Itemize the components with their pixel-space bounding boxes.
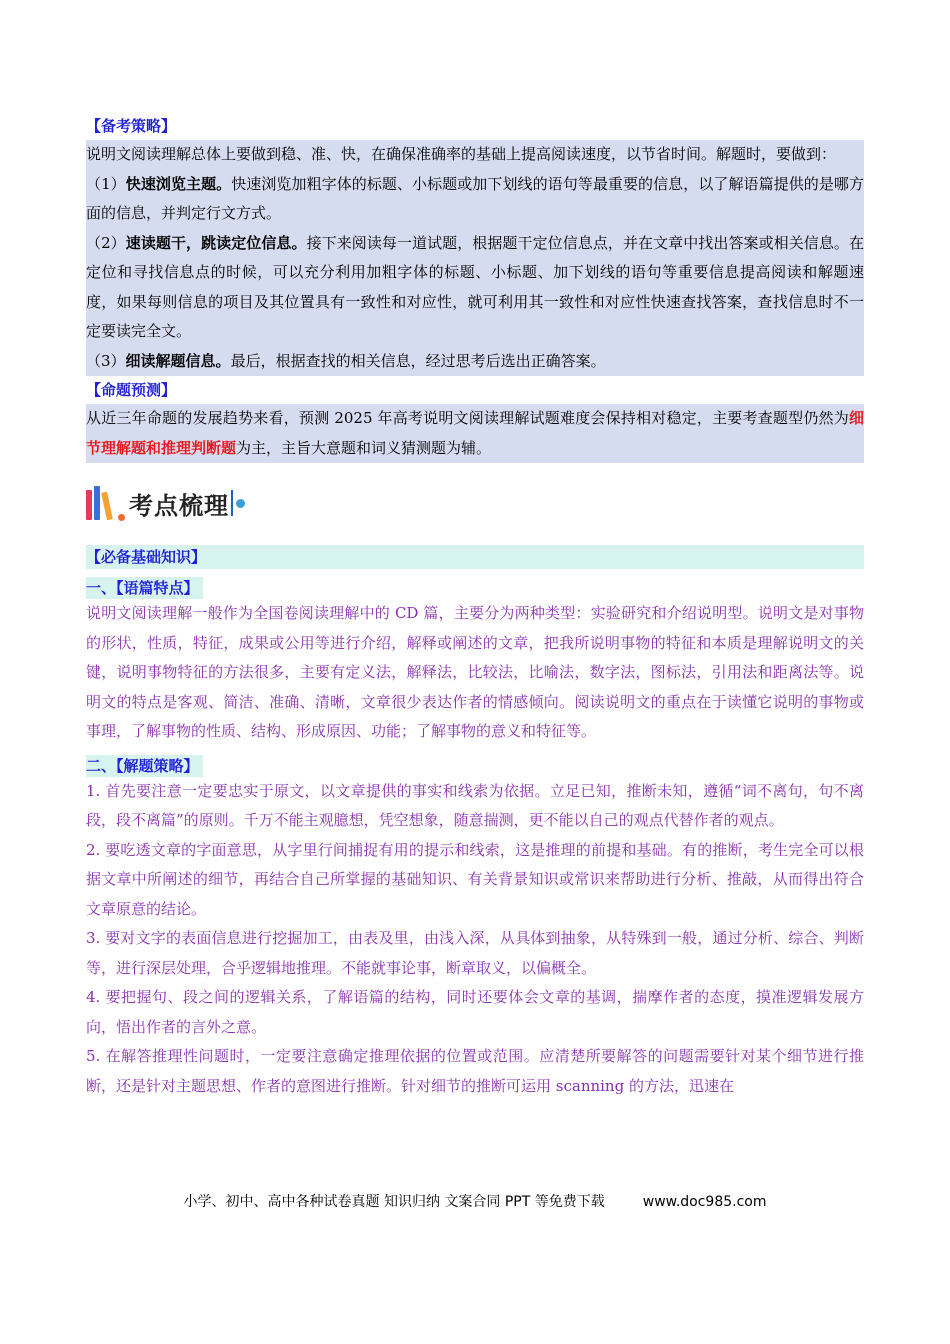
item-text: 最后，根据查找的相关信息，经过思考后选出正确答案。 <box>230 351 606 370</box>
strategy-item-3 <box>86 347 864 377</box>
dot-end-icon <box>236 499 245 508</box>
strategy-block <box>86 140 864 376</box>
dot-icon <box>118 514 125 521</box>
page-footer <box>0 1191 950 1211</box>
item-number: （1） <box>86 174 126 193</box>
prediction-text <box>86 404 864 463</box>
strategy-intro: 说明文阅读理解总体上要做到稳、准、快，在确保准确率的基础上提高阅读速度，以节省时间。解题时，要做到： <box>86 145 837 163</box>
item-number: （2） <box>86 233 126 252</box>
item-bold: 速读题干，跳读定位信息。 <box>125 233 307 252</box>
prediction-text-after: 为主，主旨大意题和词义猜测题为辅。 <box>236 438 492 457</box>
books-icon <box>86 486 110 520</box>
item-text: 接下来阅读每一道试题，根据题干定位信息点，并在文章中找出答案或相关信息。在定位和寻找信息点的时候，可以充分利用加粗字体的标题、小标题、加下划线的语句等重要信息提高阅读和解题速度，如果每则信息的项目及其位置具有一致性和对应性，就可利用其一致性和对应性快速查找答案，查找信息时不一定要读完全文。 <box>86 233 864 340</box>
item-text: 快速浏览加粗字体的标题、小标题或加下划线的语句等最重要的信息，以了解语篇提供的是哪方面的信息，并判定行文方式。 <box>86 174 864 222</box>
part2-item-1: 1. 首先要注意一定要忠实于原文，以文章提供的事实和线索为依据。立足已知，推断未知，遵循“词不离句，句不离段，段不离篇”的原则。千万不能主观臆想，凭空想象，随意揣测，更不能以自己的观点代替作者的观点。 <box>86 781 864 829</box>
part2-item-2: 2. 要吃透文章的字面意思，从字里行间捕捉有用的提示和线索，这是推理的前提和基础。有的推断，考生完全可以根据文章中所阐述的细节，再结合自己所掌握的基础知识、有关背景知识或常识来帮助进行分析、推敲，从而得出符合文章原意的结论。 <box>86 840 864 918</box>
strategy-item-1 <box>86 170 864 229</box>
part2-item-3: 3. 要对文字的表面信息进行挖掘加工，由表及里，由浅入深，从具体到抽象，从特殊到一般，通过分析、综合、判断等，进行深层处理，合乎逻辑地推理。不能就事论事，断章取义，以偏概全。 <box>86 929 864 977</box>
document-page <box>86 112 864 1101</box>
item-bold: 细读解题信息。 <box>125 351 231 370</box>
strategy-heading: 【备考策略】 <box>86 117 177 135</box>
section-title: 考点梳理 <box>129 491 229 520</box>
prediction-block <box>86 404 864 463</box>
cursor-mark <box>231 490 233 516</box>
part1-heading: 一、【语篇特点】 <box>86 577 203 599</box>
basics-heading: 【必备基础知识】 <box>86 548 207 566</box>
part1-text: 说明文阅读理解一般作为全国卷阅读理解中的 CD 篇，主要分为两种类型：实验研究和介绍说明型。说明文是对事物的形状，性质，特征，成果或公用等进行介绍，解释或阐述的文章，把我所说明事物的特征和本质是理解说明文的关键，说明事物特征的方法很多，主要有定义法，解释法，比较法，比喻法，数字法，图标法，引用法和距离法等。说明文的特点是客观、简洁、准确、清晰，文章很少表达作者的情感倾向。阅读说明文的重点在于读懂它说明的事物或事理，了解事物的性质、结构、形成原因、功能；了解事物的意义和特征等。 <box>86 604 864 740</box>
prediction-heading: 【命题预测】 <box>86 381 177 399</box>
section-title-banner <box>86 477 864 529</box>
part2-item-5: 5. 在解答推理性问题时，一定要注意确定推理依据的位置或范围。应清楚所要解答的问题需要针对某个细节进行推断，还是针对主题思想、作者的意图进行推断。针对细节的推断可运用 scanning 的方法，迅速在 <box>86 1047 864 1095</box>
prediction-text-before: 从近三年命题的发展趋势来看，预测 2025 年高考说明文阅读理解试题难度会保持相对稳定，主要考查题型仍然为 <box>86 409 849 427</box>
footer-url[interactable]: www.doc985.com <box>642 1194 767 1210</box>
part2-heading: 二、【解题策略】 <box>86 755 203 777</box>
item-number: （3） <box>86 351 126 370</box>
prediction-highlight: 细节理解题和推理判断题 <box>86 409 864 457</box>
basics-heading-band <box>86 545 864 569</box>
part2-item-4: 4. 要把握句、段之间的逻辑关系，了解语篇的结构，同时还要体会文章的基调，揣摩作者的态度，摸准逻辑发展方向，悟出作者的言外之意。 <box>86 988 864 1036</box>
item-bold: 快速浏览主题。 <box>125 174 232 193</box>
footer-text: 小学、初中、高中各种试卷真题 知识归纳 文案合同 PPT 等免费下载 <box>183 1194 605 1210</box>
strategy-item-2 <box>86 229 864 347</box>
